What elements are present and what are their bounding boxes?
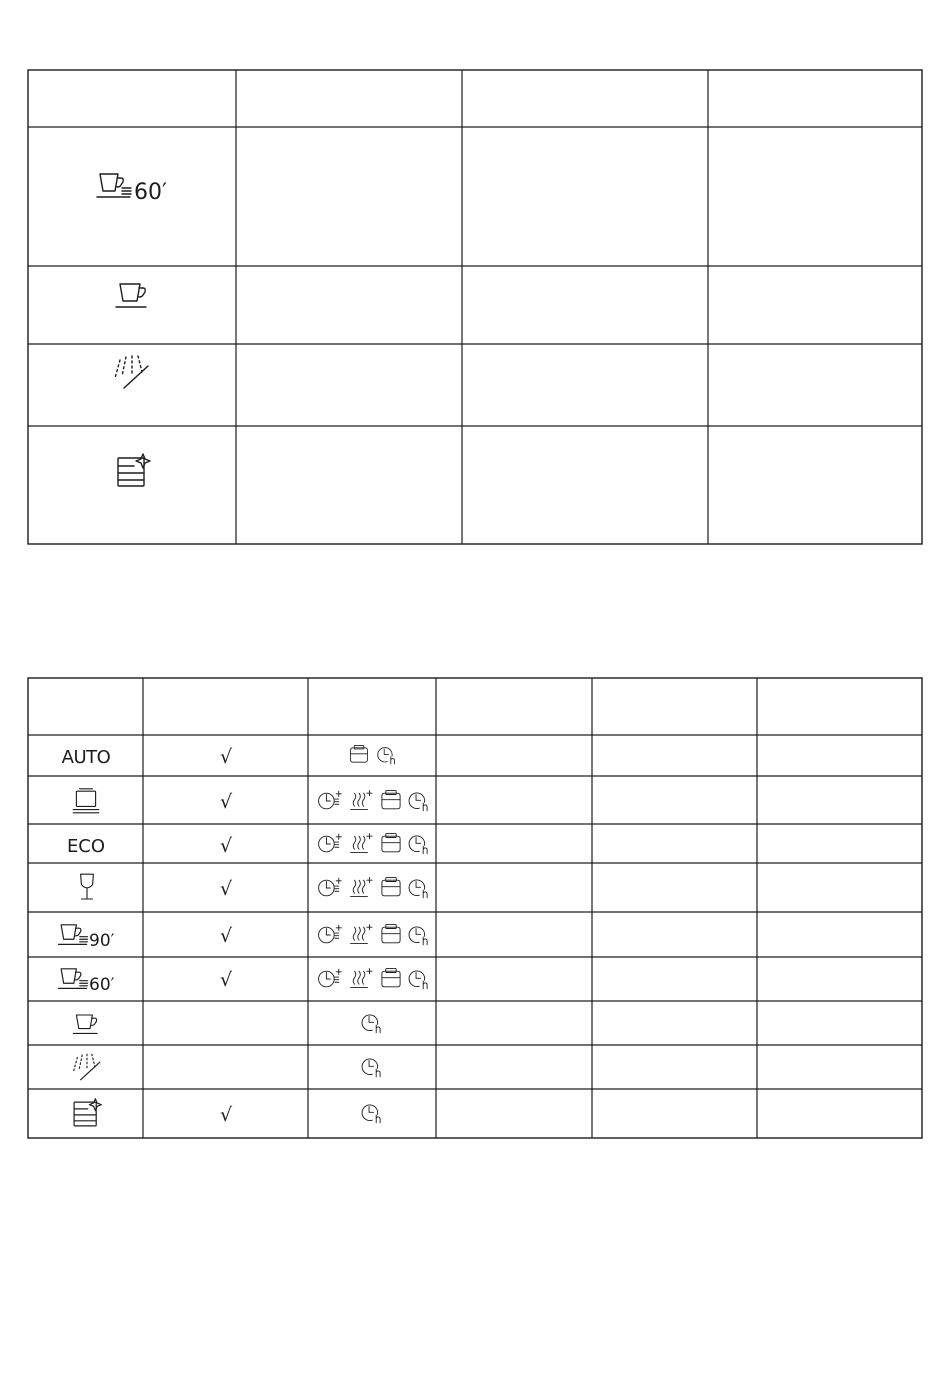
check-mark: √	[219, 1104, 233, 1126]
extra-dry-icon	[351, 969, 372, 988]
basket-icon	[382, 878, 400, 896]
quick-90-label: 90′	[89, 931, 115, 951]
rinse-cup-icon	[116, 284, 146, 307]
t2-row-rinse	[73, 1015, 380, 1033]
machine-care-icon	[118, 454, 150, 486]
t2-row-pots	[73, 789, 427, 813]
check-mark: √	[219, 969, 233, 991]
quick-60-label: 60′	[89, 975, 115, 995]
t2-row-machine-care	[74, 1099, 380, 1126]
options-table-bottom	[28, 678, 922, 1138]
eco-program-label: ECO	[66, 836, 106, 857]
time-saver-icon	[319, 878, 342, 896]
delay-clock-icon	[362, 1105, 380, 1123]
basket-icon	[382, 834, 400, 852]
machine-care-icon	[74, 1099, 101, 1126]
prewash-spray-icon	[73, 1054, 99, 1080]
delay-clock-icon	[409, 880, 427, 898]
time-saver-icon	[319, 969, 342, 987]
prewash-spray-icon	[115, 356, 148, 388]
time-saver-icon	[319, 791, 342, 809]
extra-dry-icon	[351, 878, 372, 897]
delay-clock-icon	[409, 836, 427, 854]
quick-60-icon	[59, 969, 88, 989]
basket-icon	[382, 969, 400, 987]
programme-table-top	[28, 70, 922, 544]
glass-icon	[81, 874, 94, 899]
check-mark: √	[219, 925, 233, 947]
auto-basket-icon	[351, 745, 368, 762]
delay-clock-icon	[409, 927, 427, 945]
pot-pan-icon	[73, 789, 99, 813]
quick-90-icon	[59, 925, 88, 945]
delay-clock-icon	[378, 748, 395, 764]
time-saver-icon	[319, 834, 342, 852]
basket-icon	[382, 925, 400, 943]
t2-row-glass	[81, 874, 428, 900]
t1-quick-60-label: 60′	[134, 180, 167, 205]
delay-clock-icon	[409, 971, 427, 989]
quick-60-icon	[97, 174, 131, 197]
extra-dry-icon	[351, 834, 372, 853]
extra-dry-icon	[351, 925, 372, 944]
delay-clock-icon	[409, 793, 427, 811]
t1-row-quick-60	[97, 174, 167, 205]
check-mark: √	[219, 835, 233, 857]
t2-row-quick-90	[59, 925, 428, 951]
extra-dry-icon	[351, 791, 372, 810]
t2-row-quick-60	[59, 969, 428, 995]
check-mark: √	[219, 746, 233, 768]
delay-clock-icon	[362, 1015, 380, 1033]
time-saver-icon	[319, 925, 342, 943]
check-mark: √	[219, 878, 233, 900]
rinse-cup-icon	[73, 1015, 97, 1033]
auto-program-label: AUTO	[61, 747, 111, 768]
t2-row-prewash	[73, 1054, 380, 1080]
delay-clock-icon	[362, 1059, 380, 1077]
t2-row-eco	[67, 834, 427, 857]
basket-icon	[382, 791, 400, 809]
t2-row-auto	[62, 745, 395, 768]
check-mark: √	[219, 791, 233, 813]
